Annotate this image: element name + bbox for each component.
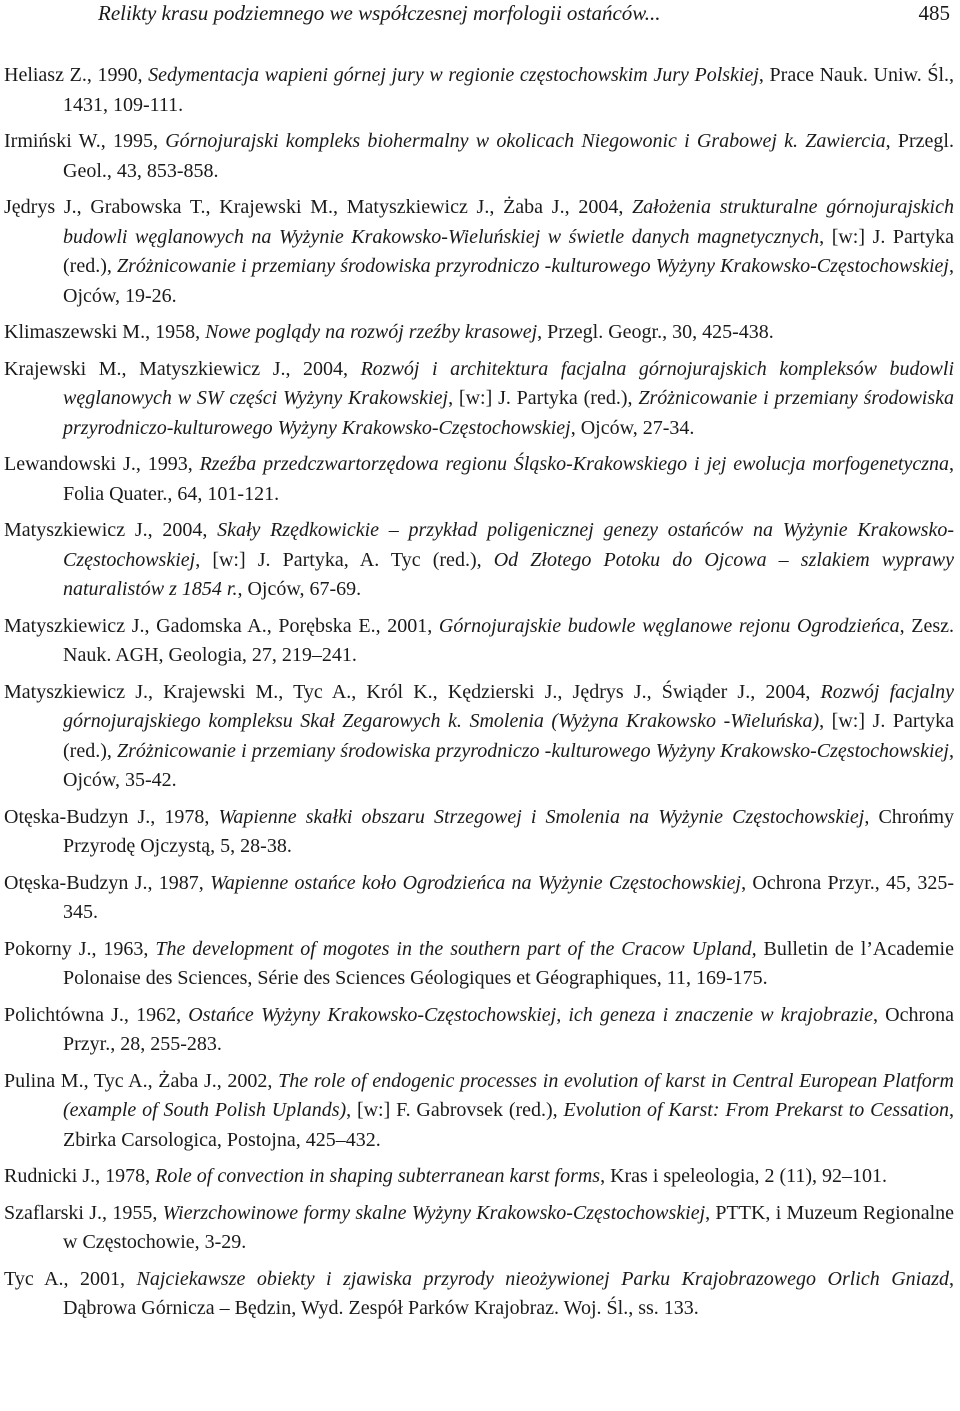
reference-text: Szaflarski J., 1955, [4,1201,163,1224]
reference-title-italic: The development of mogotes in the southern part of the Cracow Upland, [155,937,757,960]
reference-entry [4,678,954,796]
reference-title-italic: The role of endogenic processes in evolution of karst in Central European Platform (example of South Polish Uplands) [63,1069,954,1121]
reference-text: , Kras i speleologia, 2 (11), 92–101. [600,1165,888,1187]
page-number: 485 [918,1,950,25]
reference-title-italic: Wapienne ostańce koło Ogrodzieńca na Wyżynie Częstochowskiej [210,871,742,894]
reference-text: , [w:] F. Gabrovsek (red.), [346,1099,564,1121]
reference-text: Tyc A., 2001, [4,1267,137,1290]
reference-entry [4,450,954,509]
reference-list [4,61,954,1324]
reference-entry [4,127,954,186]
reference-text: Jędrys J., Grabowska T., Krajewski M., Matyszkiewicz J., Żaba J., 2004, [4,196,633,218]
reference-entry [4,1265,954,1324]
reference-text: , Prace Nauk. Uniw. Śl., 1431, 109-111. [63,64,955,116]
reference-text: , Folia Quater., 64, 101-121. [63,453,955,505]
reference-entry [4,1162,954,1192]
reference-title-italic: Zróżnicowanie i przemiany środowiska przyrodniczo -kulturowego Wyżyny Krakowsko-Częstochowskiej [117,255,949,277]
reference-text: , Zbirka Carsologica, Postojna, 425–432. [63,1099,954,1151]
reference-entry [4,61,954,120]
reference-title-italic: Wapienne skałki obszaru Strzegowej i Smolenia na Wyżynie Częstochowskiej [218,805,865,828]
reference-title-italic: Górnojurajski kompleks biohermalny w okolicach Niegowonic i Grabowej k. Zawiercia [165,130,886,152]
reference-title-italic: Role of convection in shaping subterranean karst forms [155,1165,601,1187]
reference-text: Pulina M., Tyc A., Żaba J., 2002, [4,1069,279,1092]
running-title: Relikty krasu podziemnego we współczesnej morfologii ostańców... [98,1,661,25]
reference-text: Otęska-Budzyn J., 1978, [4,805,219,828]
reference-title-italic: Zróżnicowanie i przemiany środowiska przyrodniczo -kulturowego Wyżyny Krakowsko-Częstochowskiej [117,739,949,762]
reference-text: Pokorny J., 1963, [4,937,156,960]
reference-title-italic: Zróżnicowanie i przemiany środowiska przyrodniczo-kulturowego Wyżyny Krakowsko-Częstochowskiej [63,387,955,439]
reference-entry [4,869,954,928]
reference-text: , [w:] J. Partyka (red.), [448,387,639,409]
reference-text: Krajewski M., Matyszkiewicz J., 2004, [4,357,361,380]
reference-text: , Ochrona Przyr., 28, 255-283. [63,1003,954,1055]
reference-entry [4,1199,954,1258]
reference-title-italic: Najciekawsze obiekty i zjawiska przyrody nieożywionej Parku Krajobrazowego Orlich Gniazd [136,1267,949,1290]
reference-text: , [w:] J. Partyka (red.), [63,225,954,277]
reference-text: , Ojców, 27-34. [570,416,695,439]
reference-title-italic: Rozwój facjalny górnojurajskiego kompleksu Skał Zegarowych k. Smolenia (Wyżyna Krakowsko -Wieluńska) [63,680,954,732]
reference-text: Rudnicki J., 1978, [4,1165,156,1187]
reference-entry [4,516,954,605]
reference-text: , [w:] J. Partyka, A. Tyc (red.), [195,548,494,571]
reference-text: , Dąbrowa Górnicza – Będzin, Wyd. Zespół Parków Krajobraz. Woj. Śl., ss. 133. [63,1267,954,1319]
reference-entry [4,1067,954,1156]
reference-title-italic: Od Złotego Potoku do Ojcowa – szlakiem wyprawy naturalistów z 1854 r. [63,548,954,600]
reference-text: Irmiński W., 1995, [4,130,166,152]
reference-title-italic: Rzeźba przedczwartorzędowa regionu Śląsko-Krakowskiego i jej ewolucja morfogenetyczna [199,453,950,475]
reference-entry [4,193,954,311]
reference-text: , [w:] J. Partyka (red.), [63,710,954,762]
reference-entry [4,612,954,671]
reference-title-italic: Skały Rzędkowickie – przykład poligenicznej genezy ostańców na Wyżynie Krakowsko-Częstochowskiej [63,519,954,571]
reference-text: , Ojców, 35-42. [63,739,954,791]
reference-title-italic: Ostańce Wyżyny Krakowsko-Częstochowskiej, ich geneza i znaczenie w krajobrazie [188,1003,873,1026]
reference-text: Bulletin de l’Academie Polonaise des Sciences, Série des Sciences Géologiques et Géographiques, 11, 169-175. [63,937,954,989]
reference-title-italic: Górnojurajskie budowle węglanowe rejonu Ogrodzieńca [438,614,900,637]
reference-text: , Ochrona Przyr., 45, 325-345. [63,871,955,923]
reference-text: Lewandowski J., 1993, [4,453,200,475]
reference-text: Polichtówna J., 1962, [4,1003,189,1026]
reference-text: Matyszkiewicz J., Gadomska A., Porębska E., 2001, [4,614,439,637]
reference-title-italic: Evolution of Karst: From Prekarst to Cessation [563,1099,949,1121]
reference-text: , Ojców, 19-26. [63,255,954,307]
reference-text: , Ojców, 67-69. [237,578,362,600]
reference-title-italic: Założenia strukturalne górnojurajskich budowli węglanowych na Wyżynie Krakowsko-Wieluńskiej w świetle danych magnetycznych [63,196,954,248]
reference-entry [4,355,954,444]
reference-text: Heliasz Z., 1990, [4,64,149,86]
reference-title-italic: Nowe poglądy na rozwój rzeźby krasowej [205,321,538,343]
reference-text: , Przegl. Geogr., 30, 425-438. [537,321,774,343]
reference-entry [4,1001,954,1060]
reference-entry [4,935,954,994]
reference-text: , PTTK, i Muzeum Regionalne w Częstochowie, 3-29. [63,1201,954,1253]
reference-text: , Przegl. Geol., 43, 853-858. [63,130,954,182]
reference-text: , Chrońmy Przyrodę Ojczystą, 5, 28-38. [63,805,954,857]
reference-title-italic: Sedymentacja wapieni górnej jury w regionie częstochowskim Jury Polskiej [148,64,759,86]
reference-title-italic: Rozwój i architektura facjalna górnojurajskich kompleksów budowli węglanowych w SW części Wyżyny Krakowskiej [63,357,955,409]
reference-entry [4,318,954,348]
reference-title-italic: Wierzchowinowe formy skalne Wyżyny Krakowsko-Częstochowskiej [162,1201,706,1224]
reference-text: Matyszkiewicz J., 2004, [4,519,218,541]
reference-text: Matyszkiewicz J., Krajewski M., Tyc A., Król K., Kędzierski J., Jędrys J., Świąder J., 2004, [4,680,821,703]
reference-text: , Zesz. Nauk. AGH, Geologia, 27, 219–241. [63,614,954,666]
reference-text: Otęska-Budzyn J., 1987, [4,871,211,894]
reference-text: Klimaszewski M., 1958, [4,321,206,343]
reference-entry [4,803,954,862]
running-head [4,0,954,40]
